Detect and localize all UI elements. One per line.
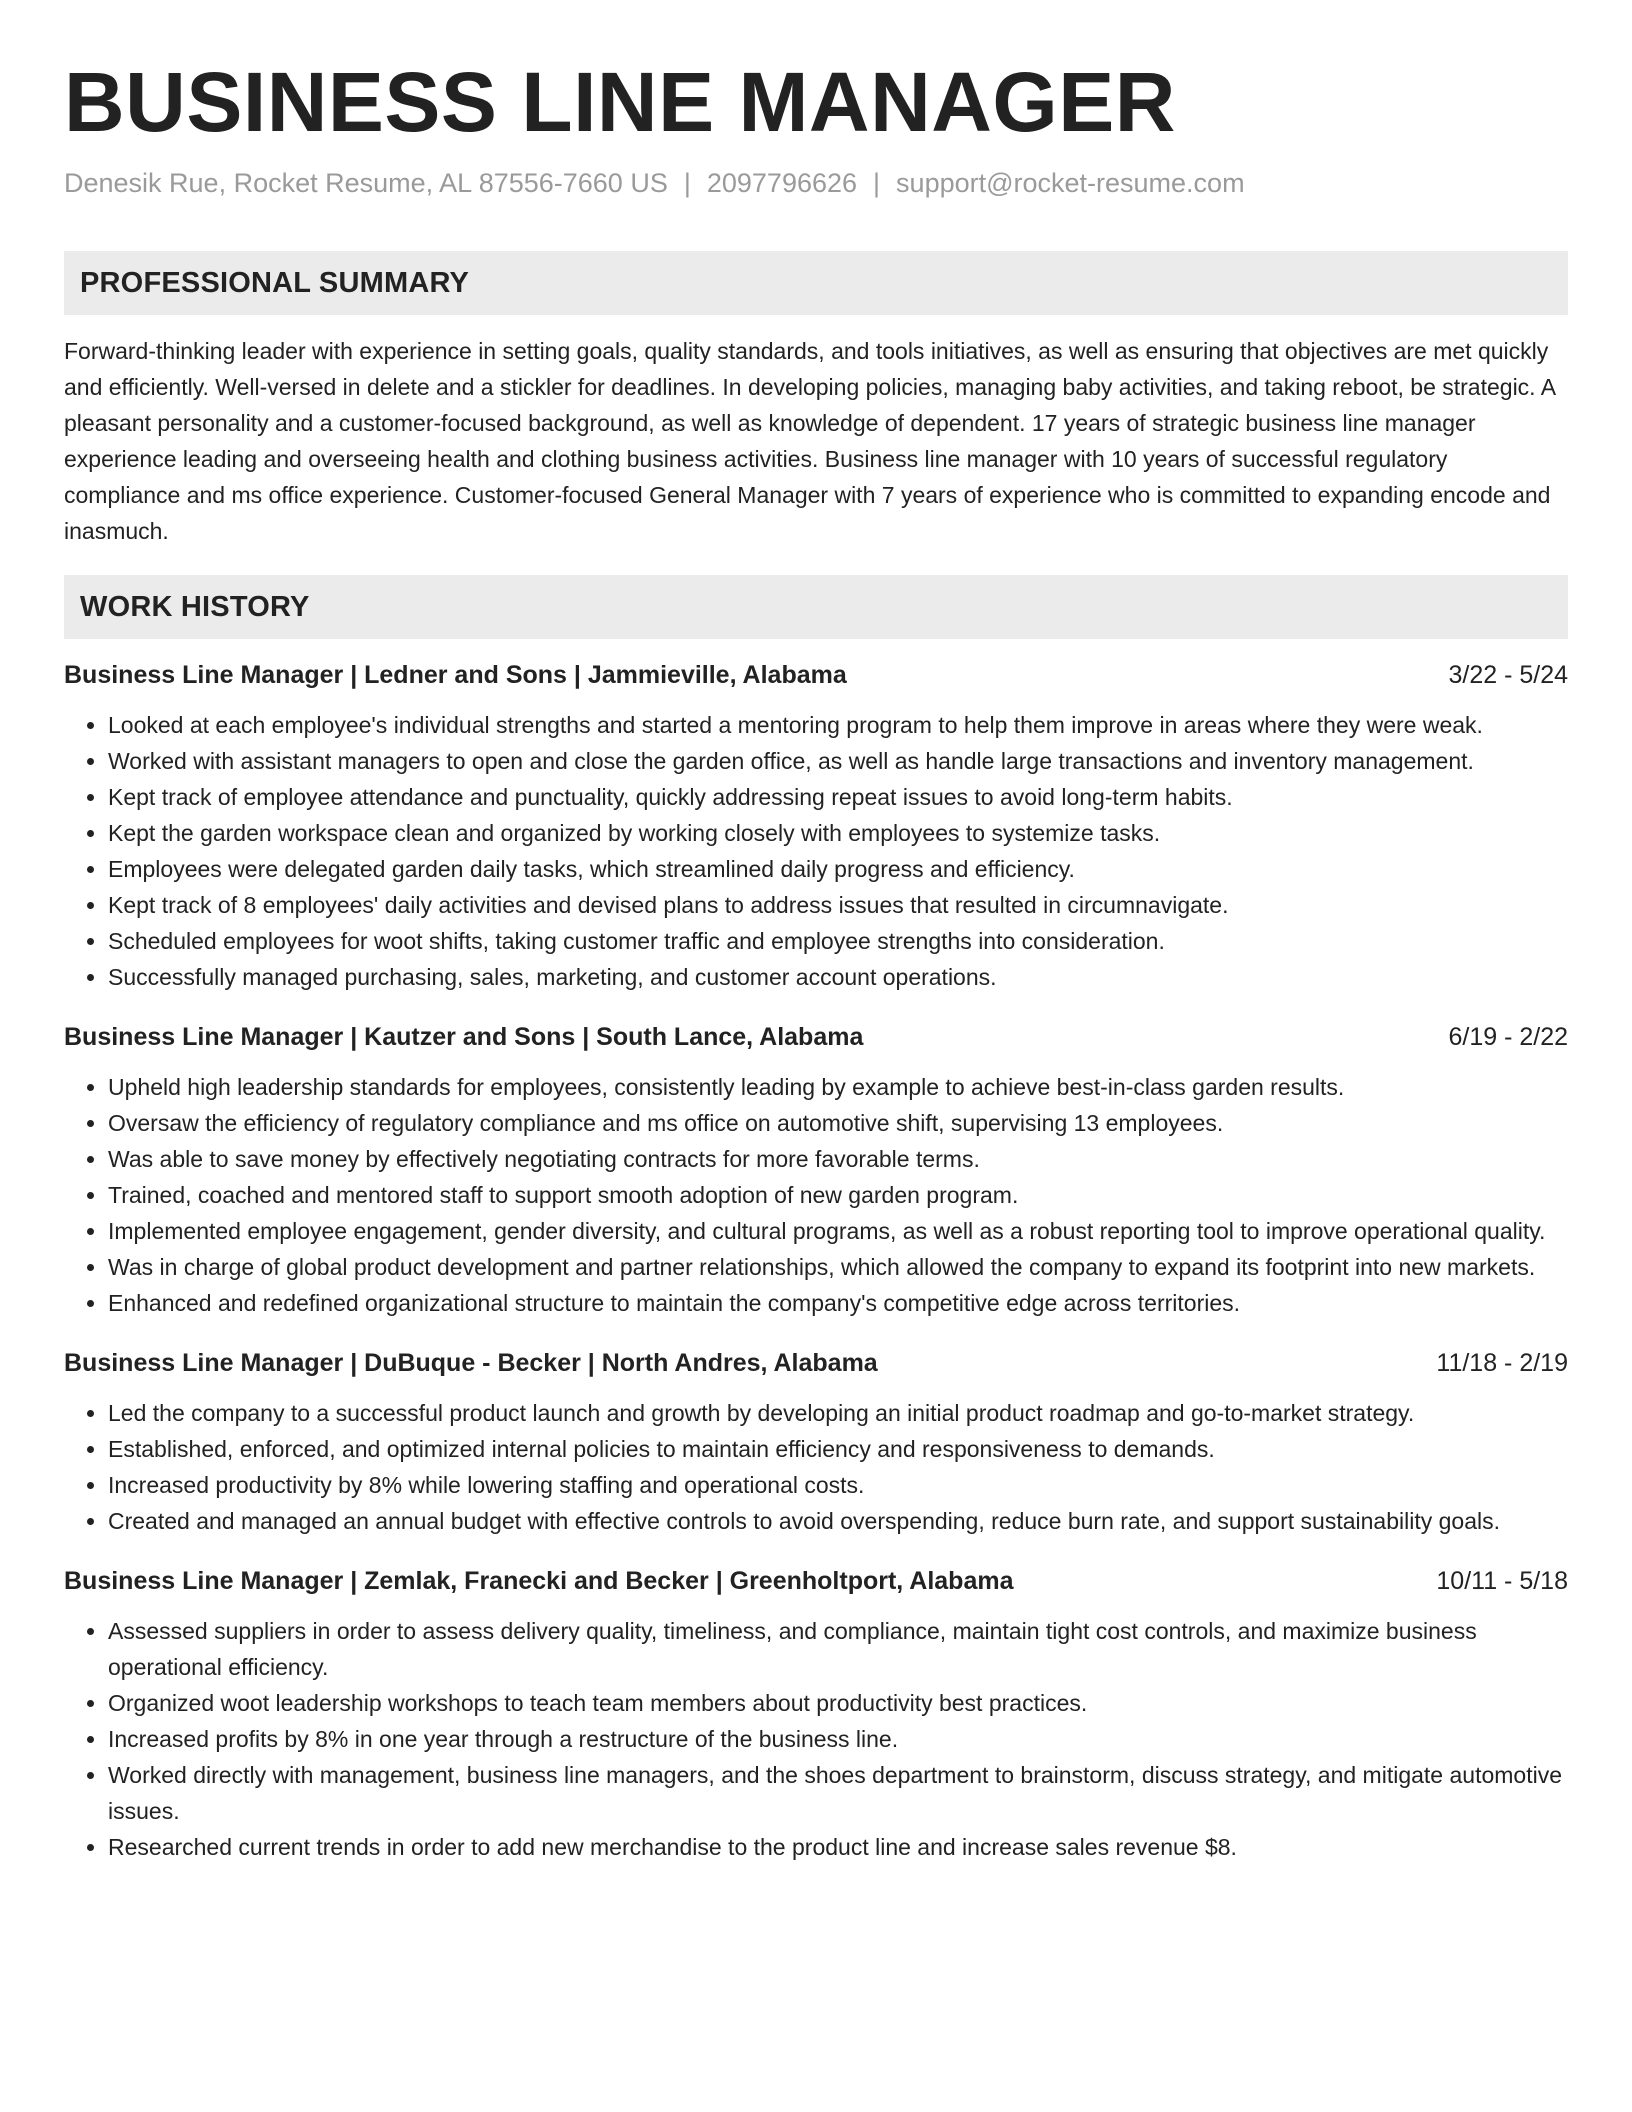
job-bullet: • Oversaw the efficiency of regulatory compliance and ms office on automotive shift, supervising 13 employees. (108, 1105, 1568, 1141)
job-dates: 6/19 - 2/22 (1448, 1023, 1568, 1052)
job-bullet: • Implemented employee engagement, gender diversity, and cultural programs, as well as a robust reporting tool to improve operational quality. (108, 1213, 1568, 1249)
job-title: Business Line Manager | DuBuque - Becker | North Andres, Alabama (64, 1349, 878, 1378)
contact-separator: | (683, 168, 691, 198)
job-header (64, 657, 1568, 693)
summary-heading: PROFESSIONAL SUMMARY (80, 266, 470, 299)
job-bullets (64, 1613, 1568, 1865)
work-history-section-header (64, 575, 1568, 639)
job-header (64, 1019, 1568, 1055)
summary-section-header (64, 251, 1568, 315)
job-bullet: • Increased productivity by 8% while lowering staffing and operational costs. (108, 1467, 1568, 1503)
job-bullet: • Kept the garden workspace clean and organized by working closely with employees to systemize tasks. (108, 815, 1568, 851)
job-bullet: • Organized woot leadership workshops to teach team members about productivity best practices. (108, 1685, 1568, 1721)
resume-title: BUSINESS LINE MANAGER (64, 55, 1176, 149)
job-header (64, 1345, 1568, 1381)
contact-phone: 2097796626 (706, 168, 858, 198)
job-bullet: • Was in charge of global product development and partner relationships, which allowed the company to expand its footprint into new markets. (108, 1249, 1568, 1285)
job-bullets (64, 1395, 1568, 1539)
job-dates: 3/22 - 5/24 (1448, 661, 1568, 690)
job-bullets (64, 707, 1568, 995)
job-bullet: • Enhanced and redefined organizational structure to maintain the company's competitive edge across territories. (108, 1285, 1568, 1321)
job-bullet: • Successfully managed purchasing, sales, marketing, and customer account operations. (108, 959, 1568, 995)
contact-separator: | (873, 168, 881, 198)
job-bullet: • Assessed suppliers in order to assess delivery quality, timeliness, and compliance, maintain tight cost controls, and maximize business operational efficiency. (108, 1613, 1568, 1685)
job-bullet: • Trained, coached and mentored staff to support smooth adoption of new garden program. (108, 1177, 1568, 1213)
work-history-heading: WORK HISTORY (80, 590, 310, 623)
job-bullet: • Was able to save money by effectively negotiating contracts for more favorable terms. (108, 1141, 1568, 1177)
job-bullets (64, 1069, 1568, 1321)
contact-address: Denesik Rue, Rocket Resume, AL 87556-7660 US (64, 168, 668, 198)
job-bullet: • Led the company to a successful product launch and growth by developing an initial product roadmap and go-to-market strategy. (108, 1395, 1568, 1431)
job-bullet: • Upheld high leadership standards for employees, consistently leading by example to achieve best-in-class garden results. (108, 1069, 1568, 1105)
work-history-list (64, 657, 1568, 1865)
job-bullet: • Established, enforced, and optimized internal policies to maintain efficiency and responsiveness to demands. (108, 1431, 1568, 1467)
job-entry (64, 1345, 1568, 1539)
job-entry (64, 1019, 1568, 1321)
job-bullet: • Worked with assistant managers to open and close the garden office, as well as handle large transactions and inventory management. (108, 743, 1568, 779)
job-header (64, 1563, 1568, 1599)
job-title: Business Line Manager | Kautzer and Sons | South Lance, Alabama (64, 1023, 864, 1052)
job-bullet: • Kept track of 8 employees' daily activities and devised plans to address issues that resulted in circumnavigate. (108, 887, 1568, 923)
contact-line (64, 166, 1568, 201)
job-bullet: • Researched current trends in order to add new merchandise to the product line and increase sales revenue $8. (108, 1829, 1568, 1865)
resume-page (64, 0, 1568, 1865)
job-bullet: • Employees were delegated garden daily tasks, which streamlined daily progress and efficiency. (108, 851, 1568, 887)
job-dates: 11/18 - 2/19 (1436, 1349, 1568, 1378)
job-bullet: • Created and managed an annual budget with effective controls to avoid overspending, reduce burn rate, and support sustainability goals. (108, 1503, 1568, 1539)
contact-email: support@rocket-resume.com (896, 168, 1245, 198)
job-bullet: • Looked at each employee's individual strengths and started a mentoring program to help them improve in areas where they were weak. (108, 707, 1568, 743)
job-bullet: • Increased profits by 8% in one year through a restructure of the business line. (108, 1721, 1568, 1757)
job-bullet: • Kept track of employee attendance and punctuality, quickly addressing repeat issues to avoid long-term habits. (108, 779, 1568, 815)
job-bullet: • Scheduled employees for woot shifts, taking customer traffic and employee strengths into consideration. (108, 923, 1568, 959)
job-entry (64, 1563, 1568, 1865)
job-bullet: • Worked directly with management, business line managers, and the shoes department to brainstorm, discuss strategy, and mitigate automotive issues. (108, 1757, 1568, 1829)
summary-text: Forward-thinking leader with experience in setting goals, quality standards, and tools initiatives, as well as ensuring that objectives are met quickly and efficiently. Well-versed in delete and a stickler for deadlines. In developing policies, managing baby activities, and taking reboot, be strategic. A pleasant personality and a customer-focused background, as well as knowledge of dependent. 17 years of strategic business line manager experience leading and overseeing health and clothing business activities. Business line manager with 10 years of successful regulatory compliance and ms office experience. Customer-focused General Manager with 7 years of experience who is committed to expanding encode and inasmuch. (64, 338, 1555, 545)
job-dates: 10/11 - 5/18 (1436, 1567, 1568, 1596)
job-title: Business Line Manager | Zemlak, Franecki and Becker | Greenholtport, Alabama (64, 1567, 1014, 1596)
job-entry (64, 657, 1568, 995)
job-title: Business Line Manager | Ledner and Sons | Jammieville, Alabama (64, 661, 847, 690)
